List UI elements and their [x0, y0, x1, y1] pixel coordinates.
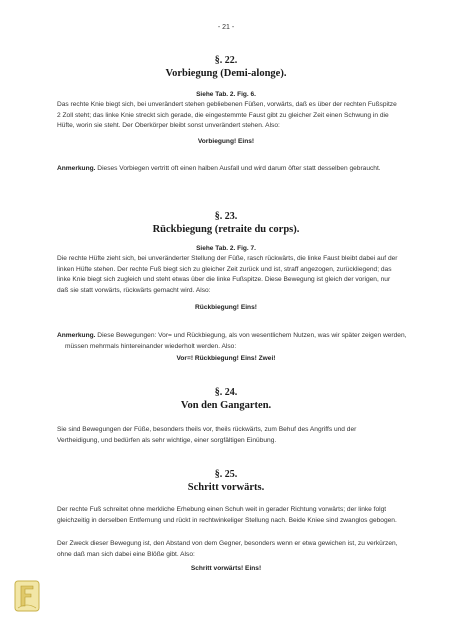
section-22-command: Vorbiegung! Eins!	[197, 138, 255, 145]
section-23-paragraph: Die rechte Hüfte zieht sich, bei unveränderter Stellung der Füße, rasch rückwärts, die linke Faust bleibt dabei auf der linken Hüfte stehen. Der rechte Fuß biegt sich zu gleicher Zeit zurück und ist, straff angezogen, zurückliegend; das linke Knie biegt sich zugleich und steht etwas über die linke Fußspitze. Diese Bewegung ist gleich der vorigen, nur daß sie statt vorwärts, rückwärts gemacht wird. Also:	[57, 255, 398, 294]
section-22-figure-ref: Siehe Tab. 2. Fig. 6.	[196, 91, 256, 98]
section-22-paragraph: Das rechte Knie biegt sich, bei unverändert stehen gebliebenen Füßen, vorwärts, daß es über der rechten Fußspitze 2 Zoll steht; das linke Knie streckt sich gerade, die eingestemmte Faust gibt zu gleicher Zeit einen Schwung in die Hüfte, worin sie steht. Der Oberkörper bleibt sonst unverändert stehen. Also:	[57, 101, 397, 130]
section-22-title: Vorbiegung (Demi-alonge).	[165, 68, 287, 79]
note-text: Dieses Vorbiegen vertritt oft einen halben Ausfall und wird darum öfter statt desselben gebraucht.	[95, 165, 381, 172]
section-25-command: Schritt vorwärts! Eins!	[190, 565, 262, 572]
section-23-command-2: Vor=! Rückbiegung! Eins! Zwei!	[176, 355, 276, 362]
section-25-number: §. 25.	[214, 469, 238, 480]
section-23-number: §. 23.	[214, 211, 238, 222]
section-22-number: §. 22.	[214, 55, 238, 66]
section-25-paragraph-1: Der rechte Fuß schreitet ohne merkliche Erhebung einen Schuh weit in gerader Richtung vorwärts; der linke folgt gleichzeitig in derselben Entfernung und rückt in rechtwinkeliger Stellung nach. Beide Kniee sind zwanglos gebogen.	[57, 506, 397, 524]
section-25-title: Schritt vorwärts.	[187, 482, 265, 493]
note-label: Anmerkung.	[57, 332, 96, 339]
section-22-note	[57, 164, 407, 175]
section-23-figure-ref: Siehe Tab. 2. Fig. 7.	[196, 245, 256, 252]
section-24-paragraph: Sie sind Bewegungen der Füße, besonders theils vor, theils rückwärts, zum Behuf des Angriffs und der Vertheidigung, und bedürfen als sehr wichtige, einer sorgfältigen Einübung.	[57, 426, 357, 444]
section-23-title: Rückbiegung (retraite du corps).	[152, 224, 300, 235]
section-24-number: §. 24.	[214, 387, 238, 398]
section-25-paragraph-2: Der Zweck dieser Bewegung ist, den Abstand von dem Gegner, besonders wenn er etwa gewichen ist, zu verkürzen, ohne daß man sich dabei eine Blöße gibt. Also:	[57, 540, 398, 558]
note-text: Diese Bewegungen: Vor= und Rückbiegung, als von wesentlichem Nutzen, was wir später zeigen werden, müssen mehrmals hintereinander wiederholt werden. Also:	[65, 332, 407, 350]
section-23-command: Rückbiegung! Eins!	[195, 304, 257, 311]
page-number: - 21 -	[217, 24, 235, 31]
note-label: Anmerkung.	[57, 165, 96, 172]
section-24-title: Von den Gangarten.	[180, 400, 272, 411]
publisher-letter-logo-icon	[14, 580, 40, 612]
section-23-note	[57, 331, 407, 352]
